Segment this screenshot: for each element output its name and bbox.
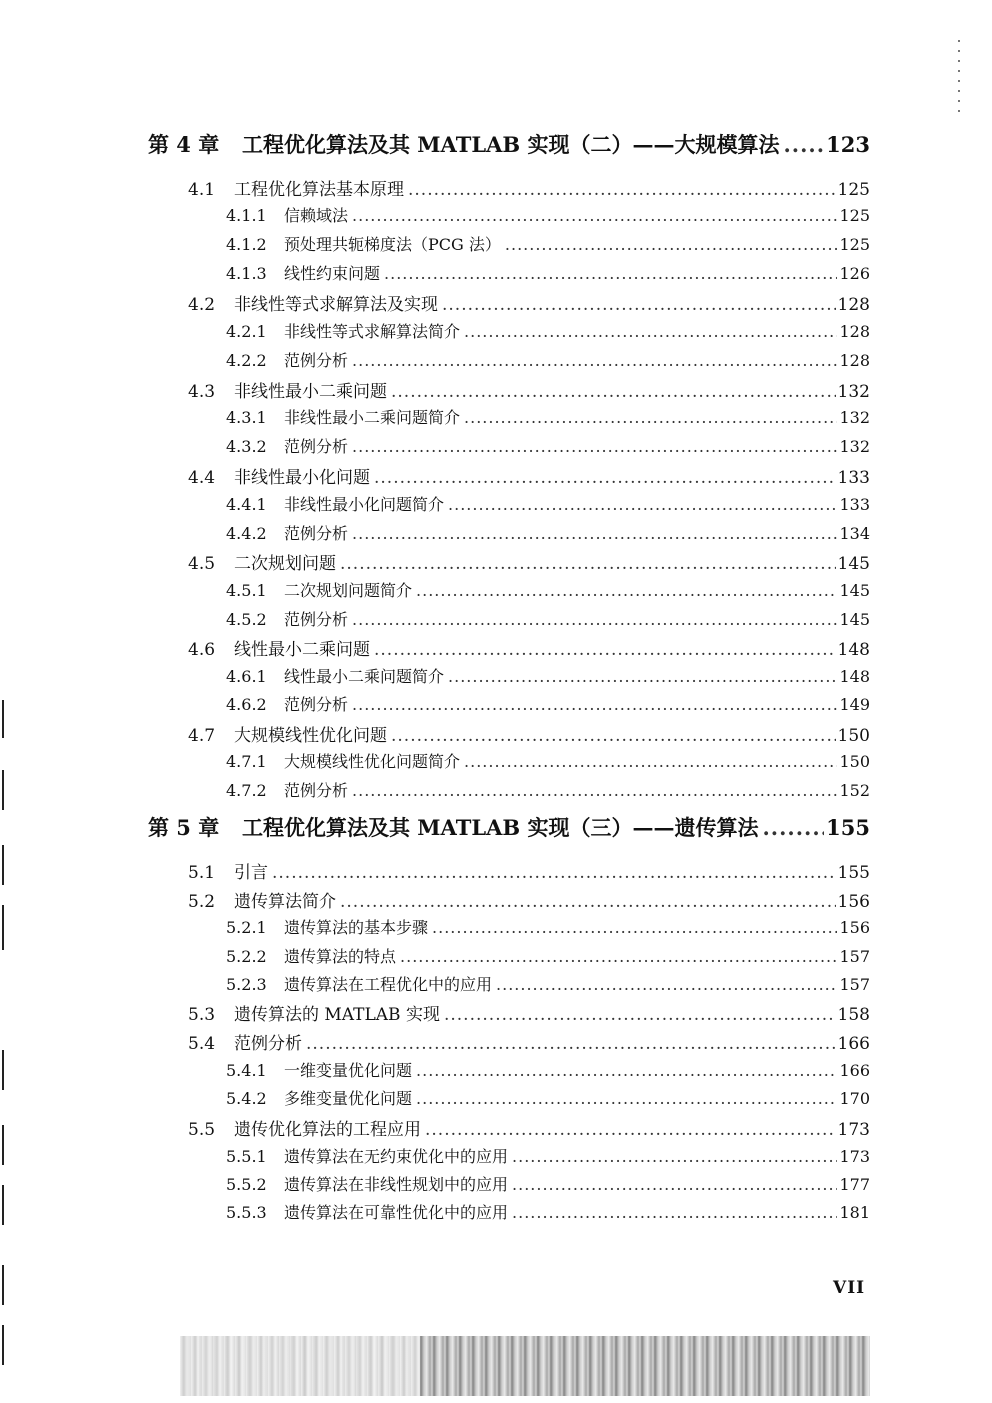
toc-dot-leader	[512, 1147, 837, 1166]
toc-entry-page-number: 132	[839, 408, 870, 427]
toc-entry-page-number: 155	[837, 863, 870, 883]
toc-entry-title: 范例分析	[284, 524, 349, 543]
toc-subsection-entry[interactable]	[226, 521, 870, 544]
toc-entry-page-number: 181	[839, 1203, 870, 1222]
toc-entry-number: 4.5.1	[226, 581, 267, 600]
toc-section-entry[interactable]	[188, 858, 870, 883]
toc-dot-leader	[352, 610, 837, 629]
toc-subsection-entry[interactable]	[226, 972, 870, 995]
toc-entry-number: 4.3.2	[226, 437, 267, 456]
scan-margin-mark	[2, 700, 4, 738]
toc-section-entry[interactable]	[188, 377, 870, 402]
toc-entry-title: 线性最小二乘问题简介	[284, 667, 445, 686]
toc-entry-title: 遗传算法在无约束优化中的应用	[284, 1147, 509, 1166]
toc-entry-title: 二次规划问题简介	[284, 581, 413, 600]
toc-entry-number: 第 4 章	[148, 132, 220, 157]
toc-entry-title: 范例分析	[284, 781, 349, 800]
toc-dot-leader	[352, 524, 837, 543]
toc-dot-leader	[512, 1175, 837, 1194]
toc-dot-leader	[340, 892, 836, 912]
toc-section-entry[interactable]	[188, 887, 870, 912]
toc-dot-leader	[352, 695, 837, 714]
scan-margin-mark	[2, 1125, 4, 1165]
toc-entry-number: 5.3	[188, 1005, 216, 1025]
toc-entry-page-number: 156	[837, 892, 870, 912]
toc-entry-title: 多维变量优化问题	[284, 1089, 413, 1108]
toc-entry-title: 范例分析	[234, 1034, 302, 1054]
toc-subsection-entry[interactable]	[226, 1172, 870, 1195]
toc-entry-page-number: 133	[839, 495, 870, 514]
toc-entry-title: 范例分析	[284, 695, 349, 714]
toc-entry-number: 4.1.3	[226, 264, 267, 283]
toc-subsection-entry[interactable]	[226, 261, 870, 284]
toc-entry-number: 4.4.2	[226, 524, 267, 543]
toc-subsection-entry[interactable]	[226, 434, 870, 457]
toc-entry-number: 第 5 章	[148, 815, 220, 840]
toc-entry-page-number: 126	[839, 264, 870, 283]
toc-subsection-entry[interactable]	[226, 1058, 870, 1081]
toc-entry-page-number: 148	[839, 667, 870, 686]
toc-entry-title: 遗传算法的基本步骤	[284, 918, 429, 937]
toc-entry-number: 5.4.2	[226, 1089, 267, 1108]
toc-entry-title: 遗传算法在工程优化中的应用	[284, 975, 493, 994]
toc-subsection-entry[interactable]	[226, 405, 870, 428]
toc-entry-title: 范例分析	[284, 437, 349, 456]
toc-dot-leader	[442, 295, 836, 315]
toc-subsection-entry[interactable]	[226, 319, 870, 342]
toc-subsection-entry[interactable]	[226, 578, 870, 601]
toc-dot-leader	[505, 235, 838, 254]
scan-margin-mark	[2, 770, 4, 810]
toc-dot-leader	[416, 1061, 837, 1080]
toc-subsection-entry[interactable]	[226, 1086, 870, 1109]
toc-dot-leader	[408, 180, 836, 200]
scan-margin-mark	[2, 1050, 4, 1090]
toc-entry-number: 5.2	[188, 892, 216, 912]
toc-entry-page-number: 152	[839, 781, 870, 800]
toc-entry-page-number: 128	[839, 351, 870, 370]
toc-entry-title: 遗传算法的特点	[284, 947, 397, 966]
toc-entry-page-number: 145	[839, 610, 870, 629]
toc-dot-leader	[762, 815, 824, 840]
toc-section-entry[interactable]	[188, 1115, 870, 1140]
toc-entry-title: 遗传算法简介	[234, 892, 336, 912]
toc-dot-leader	[306, 1034, 836, 1054]
toc-dot-leader	[464, 322, 837, 341]
toc-chapter-entry[interactable]	[148, 129, 870, 159]
toc-section-entry[interactable]	[188, 549, 870, 574]
toc-entry-page-number: 173	[839, 1147, 870, 1166]
scan-margin-mark	[2, 905, 4, 950]
toc-entry-title: 信赖域法	[284, 206, 349, 225]
toc-entry-number: 4.1	[188, 180, 216, 200]
toc-entry-page-number: 125	[837, 180, 870, 200]
toc-entry-page-number: 148	[837, 640, 870, 660]
toc-section-entry[interactable]	[188, 721, 870, 746]
toc-entry-title: 工程优化算法基本原理	[234, 180, 404, 200]
toc-dot-leader	[384, 264, 837, 283]
toc-entry-number: 4.5	[188, 554, 216, 574]
toc-entry-title: 非线性最小二乘问题	[234, 382, 387, 402]
toc-dot-leader	[783, 132, 824, 157]
toc-dot-leader	[391, 382, 836, 402]
toc-section-entry[interactable]	[188, 175, 870, 200]
toc-entry-title: 大规模线性优化问题	[234, 726, 387, 746]
scan-margin-mark	[2, 1185, 4, 1225]
toc-entry-title: 线性约束问题	[284, 264, 381, 283]
toc-entry-number: 5.2.2	[226, 947, 267, 966]
toc-section-entry[interactable]	[188, 290, 870, 315]
toc-entry-number: 4.3	[188, 382, 216, 402]
toc-subsection-entry[interactable]	[226, 232, 870, 255]
toc-entry-title: 非线性等式求解算法及实现	[234, 295, 438, 315]
toc-entry-page-number: 170	[839, 1089, 870, 1108]
toc-section-entry[interactable]	[188, 1000, 870, 1025]
scan-noise-band-light	[180, 1336, 420, 1396]
toc-subsection-entry[interactable]	[226, 348, 870, 371]
toc-entry-page-number: 156	[839, 918, 870, 937]
toc-entry-number: 5.5.1	[226, 1147, 267, 1166]
toc-subsection-entry[interactable]	[226, 778, 870, 801]
toc-entry-page-number: 125	[839, 206, 870, 225]
toc-entry-page-number: 132	[837, 382, 870, 402]
toc-dot-leader	[272, 863, 836, 883]
toc-subsection-entry[interactable]	[226, 944, 870, 967]
toc-entry-title: 范例分析	[284, 610, 349, 629]
toc-dot-leader	[391, 726, 836, 746]
toc-entry-number: 5.2.1	[226, 918, 267, 937]
toc-entry-number: 5.4.1	[226, 1061, 267, 1080]
toc-entry-title: 遗传算法在可靠性优化中的应用	[284, 1203, 509, 1222]
toc-entry-title: 非线性最小化问题简介	[284, 495, 445, 514]
toc-section-entry[interactable]	[188, 635, 870, 660]
toc-entry-number: 4.6	[188, 640, 216, 660]
toc-entry-page-number: 150	[837, 726, 870, 746]
toc-dot-leader	[512, 1203, 837, 1222]
toc-entry-number: 4.3.1	[226, 408, 267, 427]
toc-entry-page-number: 166	[839, 1061, 870, 1080]
toc-entry-number: 4.1.1	[226, 206, 267, 225]
toc-entry-number: 5.1	[188, 863, 216, 883]
toc-entry-number: 4.6.1	[226, 667, 267, 686]
toc-entry-number: 4.2.1	[226, 322, 267, 341]
toc-section-entry[interactable]	[188, 1029, 870, 1054]
toc-entry-number: 4.7.2	[226, 781, 267, 800]
toc-entry-number: 5.5.2	[226, 1175, 267, 1194]
scan-margin-mark	[2, 1265, 4, 1305]
toc-entry-page-number: 125	[839, 235, 870, 254]
toc-dot-leader	[400, 947, 837, 966]
toc-entry-title: 工程优化算法及其 MATLAB 实现（三）——遗传算法	[242, 815, 759, 840]
toc-entry-title: 遗传优化算法的工程应用	[234, 1120, 421, 1140]
toc-entry-number: 5.5	[188, 1120, 216, 1140]
toc-subsection-entry[interactable]	[226, 1200, 870, 1223]
toc-entry-title: 工程优化算法及其 MATLAB 实现（二）——大规模算法	[242, 132, 780, 157]
toc-entry-title: 线性最小二乘问题	[234, 640, 370, 660]
toc-entry-number: 4.4	[188, 468, 216, 488]
toc-dot-leader	[374, 468, 836, 488]
toc-entry-page-number: 150	[839, 752, 870, 771]
toc-entry-page-number: 158	[837, 1005, 870, 1025]
toc-entry-title: 非线性最小二乘问题简介	[284, 408, 461, 427]
toc-entry-page-number: 157	[839, 947, 870, 966]
toc-dot-leader	[352, 206, 837, 225]
toc-entry-page-number: 173	[837, 1120, 870, 1140]
toc-entry-page-number: 145	[837, 554, 870, 574]
toc-entry-number: 5.5.3	[226, 1203, 267, 1222]
toc-dot-leader	[464, 752, 837, 771]
scan-edge-dots	[958, 40, 960, 120]
page-number-folio: VII	[833, 1278, 866, 1298]
toc-subsection-entry[interactable]	[226, 692, 870, 715]
toc-entry-page-number: 166	[837, 1034, 870, 1054]
toc-entry-number: 4.5.2	[226, 610, 267, 629]
toc-subsection-entry[interactable]	[226, 492, 870, 515]
toc-entry-number: 4.2.2	[226, 351, 267, 370]
toc-section-entry[interactable]	[188, 463, 870, 488]
scan-margin-mark	[2, 1325, 4, 1365]
toc-entry-title: 非线性等式求解算法简介	[284, 322, 461, 341]
toc-entry-title: 引言	[234, 863, 268, 883]
toc-entry-title: 大规模线性优化问题简介	[284, 752, 461, 771]
toc-subsection-entry[interactable]	[226, 749, 870, 772]
toc-entry-page-number: 134	[839, 524, 870, 543]
toc-dot-leader	[464, 408, 837, 427]
toc-dot-leader	[352, 351, 837, 370]
toc-entry-page-number: 133	[837, 468, 870, 488]
toc-subsection-entry[interactable]	[226, 915, 870, 938]
toc-entry-title: 非线性最小化问题	[234, 468, 370, 488]
toc-entry-page-number: 177	[839, 1175, 870, 1194]
toc-entry-title: 一维变量优化问题	[284, 1061, 413, 1080]
toc-dot-leader	[496, 975, 837, 994]
toc-entry-number: 4.7.1	[226, 752, 267, 771]
toc-dot-leader	[374, 640, 836, 660]
toc-dot-leader	[432, 918, 837, 937]
toc-entry-page-number: 149	[839, 695, 870, 714]
toc-dot-leader	[448, 495, 837, 514]
toc-subsection-entry[interactable]	[226, 664, 870, 687]
toc-dot-leader	[352, 437, 837, 456]
toc-dot-leader	[448, 667, 837, 686]
toc-entry-number: 5.4	[188, 1034, 216, 1054]
toc-entry-page-number: 155	[826, 815, 870, 840]
toc-entry-number: 4.1.2	[226, 235, 267, 254]
toc-entry-page-number: 157	[839, 975, 870, 994]
toc-subsection-entry[interactable]	[226, 1144, 870, 1167]
toc-dot-leader	[416, 581, 837, 600]
toc-dot-leader	[416, 1089, 837, 1108]
toc-chapter-entry[interactable]	[148, 812, 870, 842]
toc-entry-number: 4.7	[188, 726, 216, 746]
toc-entry-page-number: 132	[839, 437, 870, 456]
toc-entry-title: 遗传算法在非线性规划中的应用	[284, 1175, 509, 1194]
toc-entry-number: 4.6.2	[226, 695, 267, 714]
toc-entry-page-number: 128	[839, 322, 870, 341]
toc-dot-leader	[352, 781, 837, 800]
scan-margin-mark	[2, 845, 4, 885]
toc-entry-title: 预处理共轭梯度法（PCG 法）	[284, 235, 501, 254]
toc-entry-title: 范例分析	[284, 351, 349, 370]
toc-entry-page-number: 123	[826, 132, 870, 157]
toc-subsection-entry[interactable]	[226, 203, 870, 226]
toc-entry-page-number: 145	[839, 581, 870, 600]
toc-dot-leader	[340, 554, 836, 574]
toc-entry-title: 遗传算法的 MATLAB 实现	[234, 1005, 440, 1025]
toc-dot-leader	[444, 1005, 836, 1025]
toc-entry-title: 二次规划问题	[234, 554, 336, 574]
toc-subsection-entry[interactable]	[226, 607, 870, 630]
toc-entry-number: 5.2.3	[226, 975, 267, 994]
toc-entry-number: 4.4.1	[226, 495, 267, 514]
toc-dot-leader	[425, 1120, 836, 1140]
toc-entry-page-number: 128	[837, 295, 870, 315]
toc-entry-number: 4.2	[188, 295, 216, 315]
